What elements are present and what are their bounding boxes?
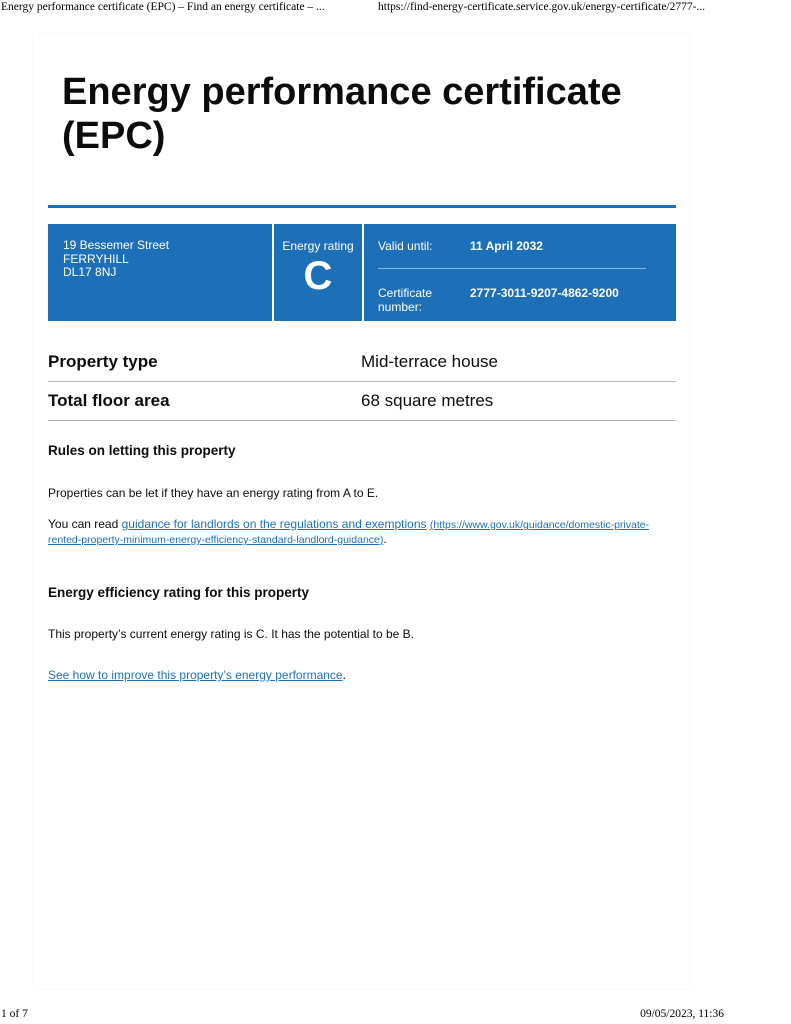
page-sheet [33, 33, 689, 989]
improve-suffix: . [342, 668, 346, 682]
page-title: Energy performance certificate (EPC) [62, 71, 622, 157]
address-line-2: FERRYHILL [63, 251, 129, 266]
fact-label: Total floor area [48, 391, 170, 410]
page-number: 1 of 7 [1, 1008, 28, 1020]
certificate-number-label: Certificate number: [378, 286, 433, 314]
title-rule [48, 205, 676, 208]
landlord-guidance-link[interactable]: guidance for landlords on the regulations and exemptions [121, 517, 427, 531]
certificate-number-row [378, 286, 676, 314]
print-datetime: 09/05/2023, 11:36 [640, 1008, 724, 1020]
print-header-title: Energy performance certificate (EPC) – Find an energy certificate – ... [1, 1, 325, 13]
certificate-summary [48, 224, 676, 321]
guidance-prefix: You can read [48, 517, 122, 531]
valid-until-label: Valid until: [378, 239, 433, 253]
fact-label: Property type [48, 352, 158, 371]
letting-heading: Rules on letting this property [48, 443, 236, 458]
print-footer [0, 1006, 791, 1024]
improve-para [48, 668, 658, 682]
letting-para: Properties can be let if they have an energy rating from A to E. [48, 486, 379, 500]
print-header [0, 0, 791, 18]
valid-until-value: 11 April 2032 [470, 239, 543, 253]
landlord-guidance-url[interactable]: (https://www.gov.uk/guidance/domestic-private-rented-property-minimum-energy-efficiency-standard-landlord-guidance) [48, 519, 650, 546]
energy-rating-label: Energy rating [282, 239, 354, 253]
valid-until-row [378, 239, 676, 253]
property-address [48, 224, 272, 321]
fact-value: Mid-terrace house [361, 352, 499, 371]
landlord-guidance-para [48, 517, 658, 547]
guidance-suffix: . [383, 532, 387, 546]
fact-property-type [48, 343, 676, 382]
fact-value: 68 square metres [361, 391, 494, 410]
address-line-1: 19 Bessemer Street [63, 238, 170, 252]
improve-performance-link[interactable]: See how to improve this property’s energy performance [48, 668, 343, 682]
energy-rating-letter: C [303, 254, 333, 298]
meta-divider [378, 268, 646, 269]
certificate-number-value: 2777-3011-9207-4862-9200 [470, 286, 619, 300]
certificate-meta [364, 224, 676, 321]
address-line-3: DL17 8NJ [63, 265, 117, 279]
property-facts [48, 343, 676, 421]
efficiency-heading: Energy efficiency rating for this property [48, 585, 310, 600]
efficiency-para: This property’s current energy rating is C. It has the potential to be B. [48, 627, 414, 641]
energy-rating-box [274, 224, 362, 321]
print-header-url: https://find-energy-certificate.service.gov.uk/energy-certificate/2777-... [378, 1, 706, 13]
fact-total-floor-area [48, 382, 676, 421]
